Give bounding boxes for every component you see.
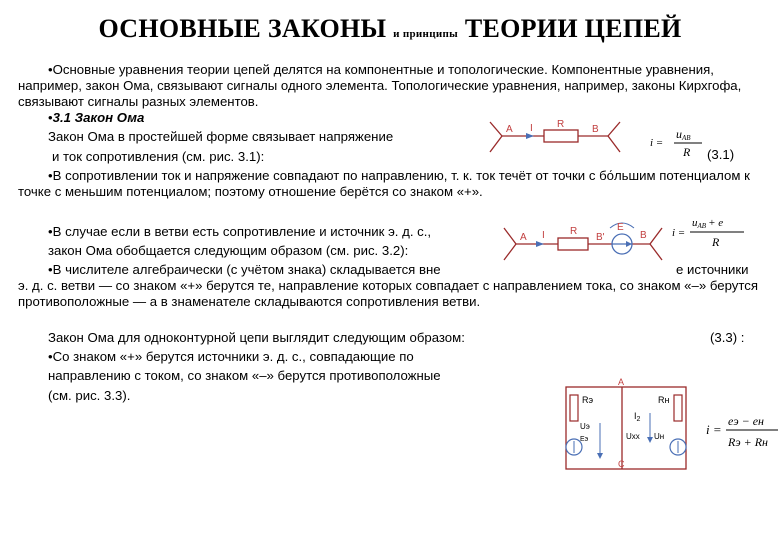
source-emf-label: Eэ	[580, 436, 589, 443]
title-small: и принципы	[393, 28, 458, 40]
paragraph-source-2: закон Ома обобщается следующим образом (см. рис. 3.2):	[48, 243, 409, 258]
current-label: I	[542, 230, 545, 241]
figure-3-3-circuit	[560, 377, 700, 475]
node-a-label: A	[506, 124, 513, 135]
paragraph-sign-1: •Со знаком «+» берутся источники э. д. с., совпадающие по	[48, 349, 414, 364]
paragraph-direction: •В сопротивлении ток и напряжение совпадают по направлению, т. к. ток течёт от точки с бо́льшим потенциалом к точке с меньшим потенциалом; поэтому отношение берётся со знаком «+».	[18, 168, 750, 199]
node-a-label: A	[520, 232, 527, 243]
formula-numerator: uAB	[676, 127, 691, 142]
heading-text: 3.1 Закон Ома	[52, 110, 145, 125]
paragraph-ohm-1: Закон Ома в простейшей форме связывает напряжение	[48, 129, 394, 144]
load-resistor	[674, 395, 682, 421]
paragraph-ohm-2: и ток сопротивления (см. рис. 3.1):	[52, 149, 265, 164]
paragraph-numerator-rest: э. д. с. ветви — со знаком «+» берутся те, направление которых совпадает с направлением тока, со знаком «–» берутся противоположные — а в знаменателе складываются сопротивления ветви.	[18, 278, 758, 309]
formula-lhs: i =	[650, 137, 664, 149]
resistor-label: R	[570, 226, 578, 237]
load-resistor-label: Rн	[658, 395, 670, 405]
bullet: •	[48, 110, 53, 125]
load-voltage-label: Uн	[654, 432, 665, 441]
formula-denominator: Rэ + Rн	[728, 435, 769, 449]
source-label: E	[617, 222, 624, 233]
node-a-label: A	[618, 377, 625, 387]
current-2-label: $I_2$	[634, 411, 641, 423]
paragraph-intro: •Основные уравнения теории цепей делятся на компонентные и топологические. Компонентные уравнения, например, закон Ома, связывают сигналы одного элемента. Топологические уравнения, например, законы Кирхгофа, связывают сигналы разных элементов.	[18, 62, 742, 109]
title-main-1: ОСНОВНЫЕ ЗАКОНЫ	[98, 14, 387, 43]
formula-lhs: i =	[672, 227, 686, 239]
equation-number-3-3: (3.3) :	[710, 330, 745, 345]
equation-number-3-1: (3.1)	[707, 147, 735, 162]
formula-lhs: i =	[706, 422, 722, 437]
resistor	[558, 238, 588, 250]
resistor	[544, 130, 578, 142]
formula-3-1	[650, 126, 710, 166]
source-resistor	[570, 395, 578, 421]
source-resistor-label: Rэ	[582, 395, 594, 405]
paragraph-sign-2: направлению с током, со знаком «–» берутся противоположные	[48, 368, 441, 383]
paragraph-numerator-start: •В числителе алгебраически (с учётом знака) складывается вне	[48, 262, 441, 277]
node-b-prime-label: B'	[596, 232, 605, 243]
formula-3-3	[706, 412, 780, 456]
node-b-label: B	[592, 124, 599, 135]
formula-denominator: R	[712, 235, 720, 249]
formula-numerator: eэ − eн	[728, 414, 764, 428]
node-b-label: B	[640, 230, 647, 241]
title-main-2: ТЕОРИИ ЦЕПЕЙ	[464, 14, 682, 43]
node-c-label: C	[618, 459, 625, 469]
formula-denominator: R	[683, 145, 691, 159]
page-title	[0, 14, 780, 44]
current-label: I	[530, 123, 533, 134]
formula-3-2	[672, 214, 752, 258]
resistor-label: R	[557, 119, 565, 130]
current-arrow-icon	[536, 241, 544, 247]
paragraph-numerator-end: е источники	[676, 262, 749, 277]
paragraph-sign-3: (см. рис. 3.3).	[48, 388, 131, 403]
paragraph-single-loop: Закон Ома для одноконтурной цепи выглядит следующим образом:	[48, 330, 465, 345]
paragraph-source-1: •В случае если в ветви есть сопротивление и источник э. д. с.,	[48, 224, 432, 239]
open-circuit-voltage-label: Uхх	[626, 432, 640, 441]
section-heading	[48, 110, 144, 126]
formula-numerator: uAB + e	[692, 217, 724, 230]
figure-3-2-circuit	[500, 210, 670, 266]
figure-3-1-circuit	[486, 118, 626, 164]
source-voltage-label: Uэ	[580, 422, 590, 431]
